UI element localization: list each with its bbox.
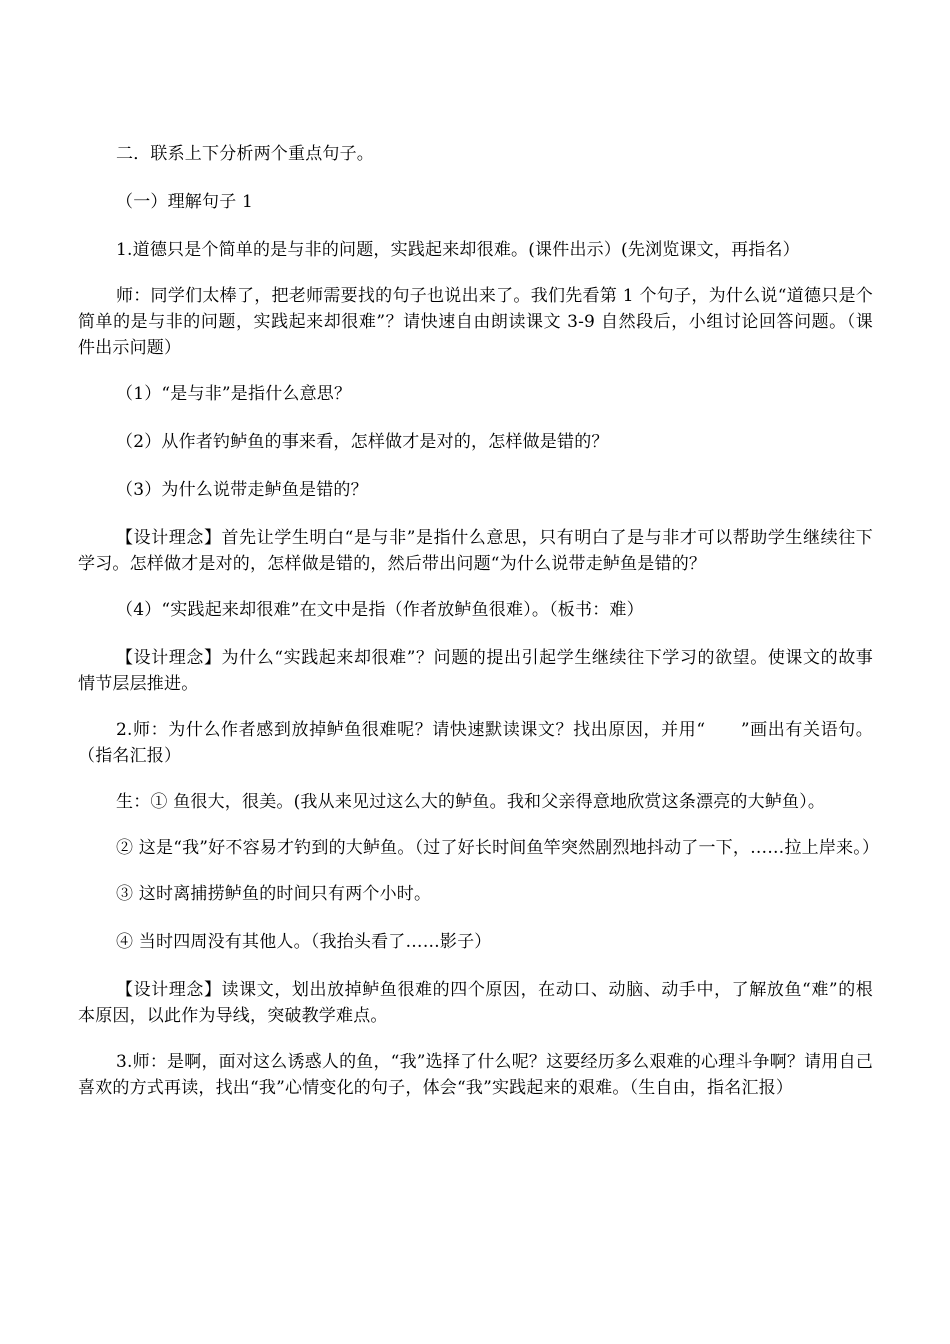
student-answer-one: 生：① 鱼很大，很美。(我从来见过这么大的鲈鱼。我和父亲得意地欣赏这条漂亮的大鲈鱼）。 [116, 792, 826, 812]
student-answer-four: ④ 当时四周没有其他人。（我抬头看了……影子） [116, 932, 492, 952]
subsection-heading: （一）理解句子 1 [116, 192, 254, 212]
question-four: （4）“实践起来却很难”在文中是指（作者放鲈鱼很难）。（板书：难） [116, 600, 644, 620]
section-heading: 二．联系上下分析两个重点句子。 [116, 144, 374, 164]
design-concept-three: 【设计理念】读课文，划出放掉鲈鱼很难的四个原因，在动口、动脑、动手中，了解放鱼“难”的根本原因，以此作为导线，突破教学难点。 [78, 980, 873, 1026]
design-concept-one: 【设计理念】首先让学生明白“是与非”是指什么意思，只有明白了是与非才可以帮助学生继续往下学习。怎样做才是对的，怎样做是错的，然后带出问题“为什么说带走鲈鱼是错的？ [78, 528, 873, 574]
student-answer-three: ③ 这时离捕捞鲈鱼的时间只有两个小时。 [116, 884, 432, 904]
student-answer-two: ② 这是“我”好不容易才钓到的大鲈鱼。（过了好长时间鱼竿突然剧烈地抖动了一下，……拉上岸来。） [116, 838, 880, 858]
paragraph-teacher-intro: 师：同学们太棒了，把老师需要找的句子也说出来了。我们先看第 1 个句子，为什么说“道德只是个简单的是与非的问题，实践起来却很难”？请快速自由朗读课文 3-9 自然段后，小组讨论回答问题。（课件出示问题） [78, 286, 873, 358]
paragraph-sentence-one: 1.道德只是个简单的是与非的问题，实践起来却很难。(课件出示）(先浏览课文，再指名） [116, 240, 800, 260]
design-concept-two: 【设计理念】为什么“实践起来却很难”？问题的提出引起学生继续往下学习的欲望。使课文的故事情节层层推进。 [78, 648, 873, 694]
question-one: （1）“是与非”是指什么意思？ [116, 384, 352, 404]
paragraph-teacher-three: 3.师：是啊，面对这么诱惑人的鱼，“我”选择了什么呢？这要经历多么艰难的心理斗争啊？请用自己喜欢的方式再读，找出“我”心情变化的句子，体会“我”实践起来的艰难。（生自由，指名汇报） [78, 1052, 873, 1098]
question-two: （2）从作者钓鲈鱼的事来看，怎样做才是对的，怎样做是错的？ [116, 432, 609, 452]
paragraph-teacher-two: 2.师：为什么作者感到放掉鲈鱼很难呢？请快速默读课文？找出原因，并用“ ”画出有关语句。（指名汇报） [78, 720, 873, 766]
question-three: （3）为什么说带走鲈鱼是错的？ [116, 480, 368, 500]
